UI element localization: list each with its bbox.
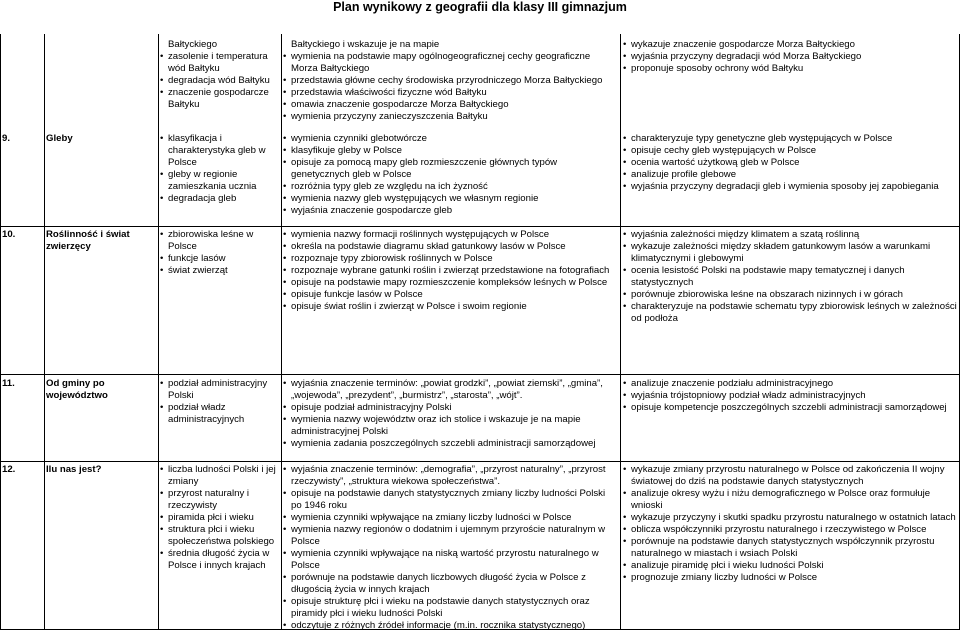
content-cell (160, 133, 280, 205)
basic-requirements-cell (283, 133, 613, 217)
list-item: • wyjaśnia zależności między klimatem a szatą roślinną (623, 229, 958, 241)
list-item: • proponuje sposoby ochrony wód Bałtyku (623, 63, 958, 75)
page-title: Plan wynikowy z geografii dla klasy III gimnazjum (333, 0, 627, 14)
list-item: • opisuje kompetencje poszczególnych szczebli administracji samorządowej (623, 402, 958, 414)
table-row (0, 374, 960, 462)
row-number: 11. (2, 378, 15, 389)
content-cell (160, 464, 280, 572)
list-item: • zbiorowiska leśne w Polsce (160, 229, 280, 253)
list-item: • wykazuje przyczyny i skutki spadku przyrostu naturalnego w ostatnich latach (623, 512, 958, 524)
list-item: • określa na podstawie diagramu skład gatunkowy lasów w Polsce (283, 241, 613, 253)
list-item: • wykazuje zmiany przyrostu naturalnego w Polsce od zakończenia II wojny światowej do dziś na podstawie danych statystycznych (623, 464, 958, 488)
list-item: • wymienia nazwy regionów o dodatnim i ujemnym przyroście naturalnym w Polsce (283, 524, 613, 548)
list-item: • opisuje funkcje lasów w Polsce (283, 289, 613, 301)
list-item: • wyjaśnia trójstopniowy podział władz administracyjnych (623, 390, 958, 402)
basic-requirements-cell (283, 464, 613, 632)
list-item: • porównuje na podstawie danych liczbowych długość życia w Polsce z długością życia w innych krajach (283, 572, 613, 596)
list-item: • wyjaśnia znaczenie terminów: „powiat grodzki”, „powiat ziemski”, „gmina”, „wojewoda”, „prezydent”, „burmistrz”, „starosta”, „wójt”. (283, 378, 613, 402)
list-item: • rozróżnia typy gleb ze względu na ich żyzność (283, 181, 613, 193)
extended-requirements-cell (623, 378, 958, 414)
list-item: • wyjaśnia znaczenie gospodarcze gleb (283, 205, 613, 217)
list-item: • opisuje za pomocą mapy gleb rozmieszczenie głównych typów genetycznych gleb w Polsce (283, 157, 613, 181)
list-item: • wymienia na podstawie mapy ogólnogeograficznej cechy geograficzne Morza Bałtyckiego (283, 51, 613, 75)
list-item: • klasyfikacja i charakterystyka gleb w Polsce (160, 133, 280, 169)
list-item: • analizuje znaczenie podziału administracyjnego (623, 378, 958, 390)
extended-requirements-cell (623, 464, 958, 584)
list-item: • zasolenie i temperatura wód Bałtyku (160, 51, 280, 75)
basic-requirements-cell (283, 39, 613, 123)
row-topic: Gleby (46, 133, 73, 144)
basic-requirements-cell (283, 378, 613, 450)
list-item: Bałtyckiego (168, 39, 218, 50)
row-topic: Roślinność i świat zwierzęcy (46, 229, 130, 252)
list-item: • oblicza współczynniki przyrostu naturalnego i rzeczywistego w Polsce (623, 524, 958, 536)
list-item: • ocenia wartość użytkową gleb w Polsce (623, 157, 958, 169)
basic-requirements-cell (283, 229, 613, 313)
list-item: • wymienia czynniki wpływające na zmiany liczby ludności w Polsce (283, 512, 613, 524)
list-item: • ocenia lesistość Polski na podstawie mapy tematycznej i danych statystycznych (623, 265, 958, 289)
list-item: • piramida płci i wieku (160, 512, 280, 524)
list-item: • liczba ludności Polski i jej zmiany (160, 464, 280, 488)
list-item: • klasyfikuje gleby w Polsce (283, 145, 613, 157)
list-item: • gleby w regionie zamieszkania ucznia (160, 169, 280, 193)
list-item: • wymienia zadania poszczególnych szczebli administracji samorządowej (283, 438, 613, 450)
list-item: • przedstawia główne cechy środowiska przyrodniczego Morza Bałtyckiego (283, 75, 613, 87)
list-item: • wyjaśnia znaczenie terminów: „demografia”, „przyrost naturalny”, „przyrost rzeczywisty”, „struktura wiekowa społeczeństwa”. (283, 464, 613, 488)
extended-requirements-cell (623, 39, 958, 75)
list-item: • przedstawia właściwości fizyczne wód Bałtyku (283, 87, 613, 99)
list-item: • analizuje piramidę płci i wieku ludności Polski (623, 560, 958, 572)
table-row (0, 461, 960, 630)
content-cell (160, 378, 280, 426)
list-item: • wymienia nazwy gleb występujących we własnym regionie (283, 193, 613, 205)
table-row (0, 131, 960, 219)
list-item: • opisuje cechy gleb występujących w Polsce (623, 145, 958, 157)
list-item: • rozpoznaje typy zbiorowisk roślinnych w Polsce (283, 253, 613, 265)
list-item: • wymienia przyczyny zanieczyszczenia Bałtyku (283, 111, 613, 123)
list-item: • wykazuje zależności między składem gatunkowym lasów a warunkami klimatycznymi i glebowymi (623, 241, 958, 265)
list-item: • wymienia czynniki glebotwórcze (283, 133, 613, 145)
list-item: • funkcje lasów (160, 253, 280, 265)
list-item: • struktura płci i wieku społeczeństwa polskiego (160, 524, 280, 548)
list-item: • odczytuje z różnych źródeł informacje (m.in. rocznika statystycznego) (283, 620, 613, 632)
list-item: • analizuje profile glebowe (623, 169, 958, 181)
list-item: • degradacja wód Bałtyku (160, 75, 280, 87)
list-item: • opisuje podział administracyjny Polski (283, 402, 613, 414)
list-item: • omawia znaczenie gospodarcze Morza Bałtyckiego (283, 99, 613, 111)
extended-requirements-cell (623, 133, 958, 193)
list-item: • prognozuje zmiany liczby ludności w Polsce (623, 572, 958, 584)
list-item: • wymienia czynniki wpływające na niską wartość przyrostu naturalnego w Polsce (283, 548, 613, 572)
table-row (0, 226, 960, 375)
list-item: • znaczenie gospodarcze Bałtyku (160, 87, 280, 111)
list-item: • rozpoznaje wybrane gatunki roślin i zwierząt przedstawione na fotografiach (283, 265, 613, 277)
list-item: Bałtyckiego i wskazuje je na mapie (291, 39, 440, 50)
row-topic: Ilu nas jest? (46, 464, 102, 475)
list-item: • degradacja gleb (160, 193, 280, 205)
list-item: • wykazuje znaczenie gospodarcze Morza Bałtyckiego (623, 39, 958, 51)
content-cell (160, 229, 280, 277)
list-item: • analizuje okresy wyżu i niżu demograficznego w Polsce oraz formułuje wnioski (623, 488, 958, 512)
row-topic: Od gminy po województwo (46, 378, 108, 401)
list-item: • opisuje świat roślin i zwierząt w Polsce i swoim regionie (283, 301, 613, 313)
list-item: • charakteryzuje typy genetyczne gleb występujących w Polsce (623, 133, 958, 145)
table-row (0, 34, 960, 127)
list-item: • opisuje strukturę płci i wieku na podstawie danych statystycznych oraz piramidy płci i wieku ludności Polski (283, 596, 613, 620)
list-item: • wymienia nazwy formacji roślinnych występujących w Polsce (283, 229, 613, 241)
list-item: • średnia długość życia w Polsce i innych krajach (160, 548, 280, 572)
list-item: • świat zwierząt (160, 265, 280, 277)
row-number: 10. (2, 229, 16, 240)
list-item: • przyrost naturalny i rzeczywisty (160, 488, 280, 512)
row-number: 12. (2, 464, 16, 475)
extended-requirements-cell (623, 229, 958, 325)
list-item: • charakteryzuje na podstawie schematu typy zbiorowisk leśnych w zależności od podłoża (623, 301, 958, 325)
content-cell (160, 39, 280, 111)
list-item: • podział władz administracyjnych (160, 402, 280, 426)
list-item: • opisuje na podstawie danych statystycznych zmiany liczby ludności Polski po 1946 roku (283, 488, 613, 512)
list-item: • wyjaśnia przyczyny degradacji wód Morza Bałtyckiego (623, 51, 958, 63)
list-item: • wyjaśnia przyczyny degradacji gleb i wymienia sposoby jej zapobiegania (623, 181, 958, 193)
list-item: • porównuje zbiorowiska leśne na obszarach nizinnych i w górach (623, 289, 958, 301)
list-item: • wymienia nazwy województw oraz ich stolice i wskazuje je na mapie administracyjnej Polski (283, 414, 613, 438)
list-item: • opisuje na podstawie mapy rozmieszczenie kompleksów leśnych w Polsce (283, 277, 613, 289)
list-item: • podział administracyjny Polski (160, 378, 280, 402)
list-item: • porównuje na podstawie danych statystycznych współczynnik przyrostu naturalnego w miastach i wsiach Polski (623, 536, 958, 560)
row-number: 9. (2, 133, 11, 144)
